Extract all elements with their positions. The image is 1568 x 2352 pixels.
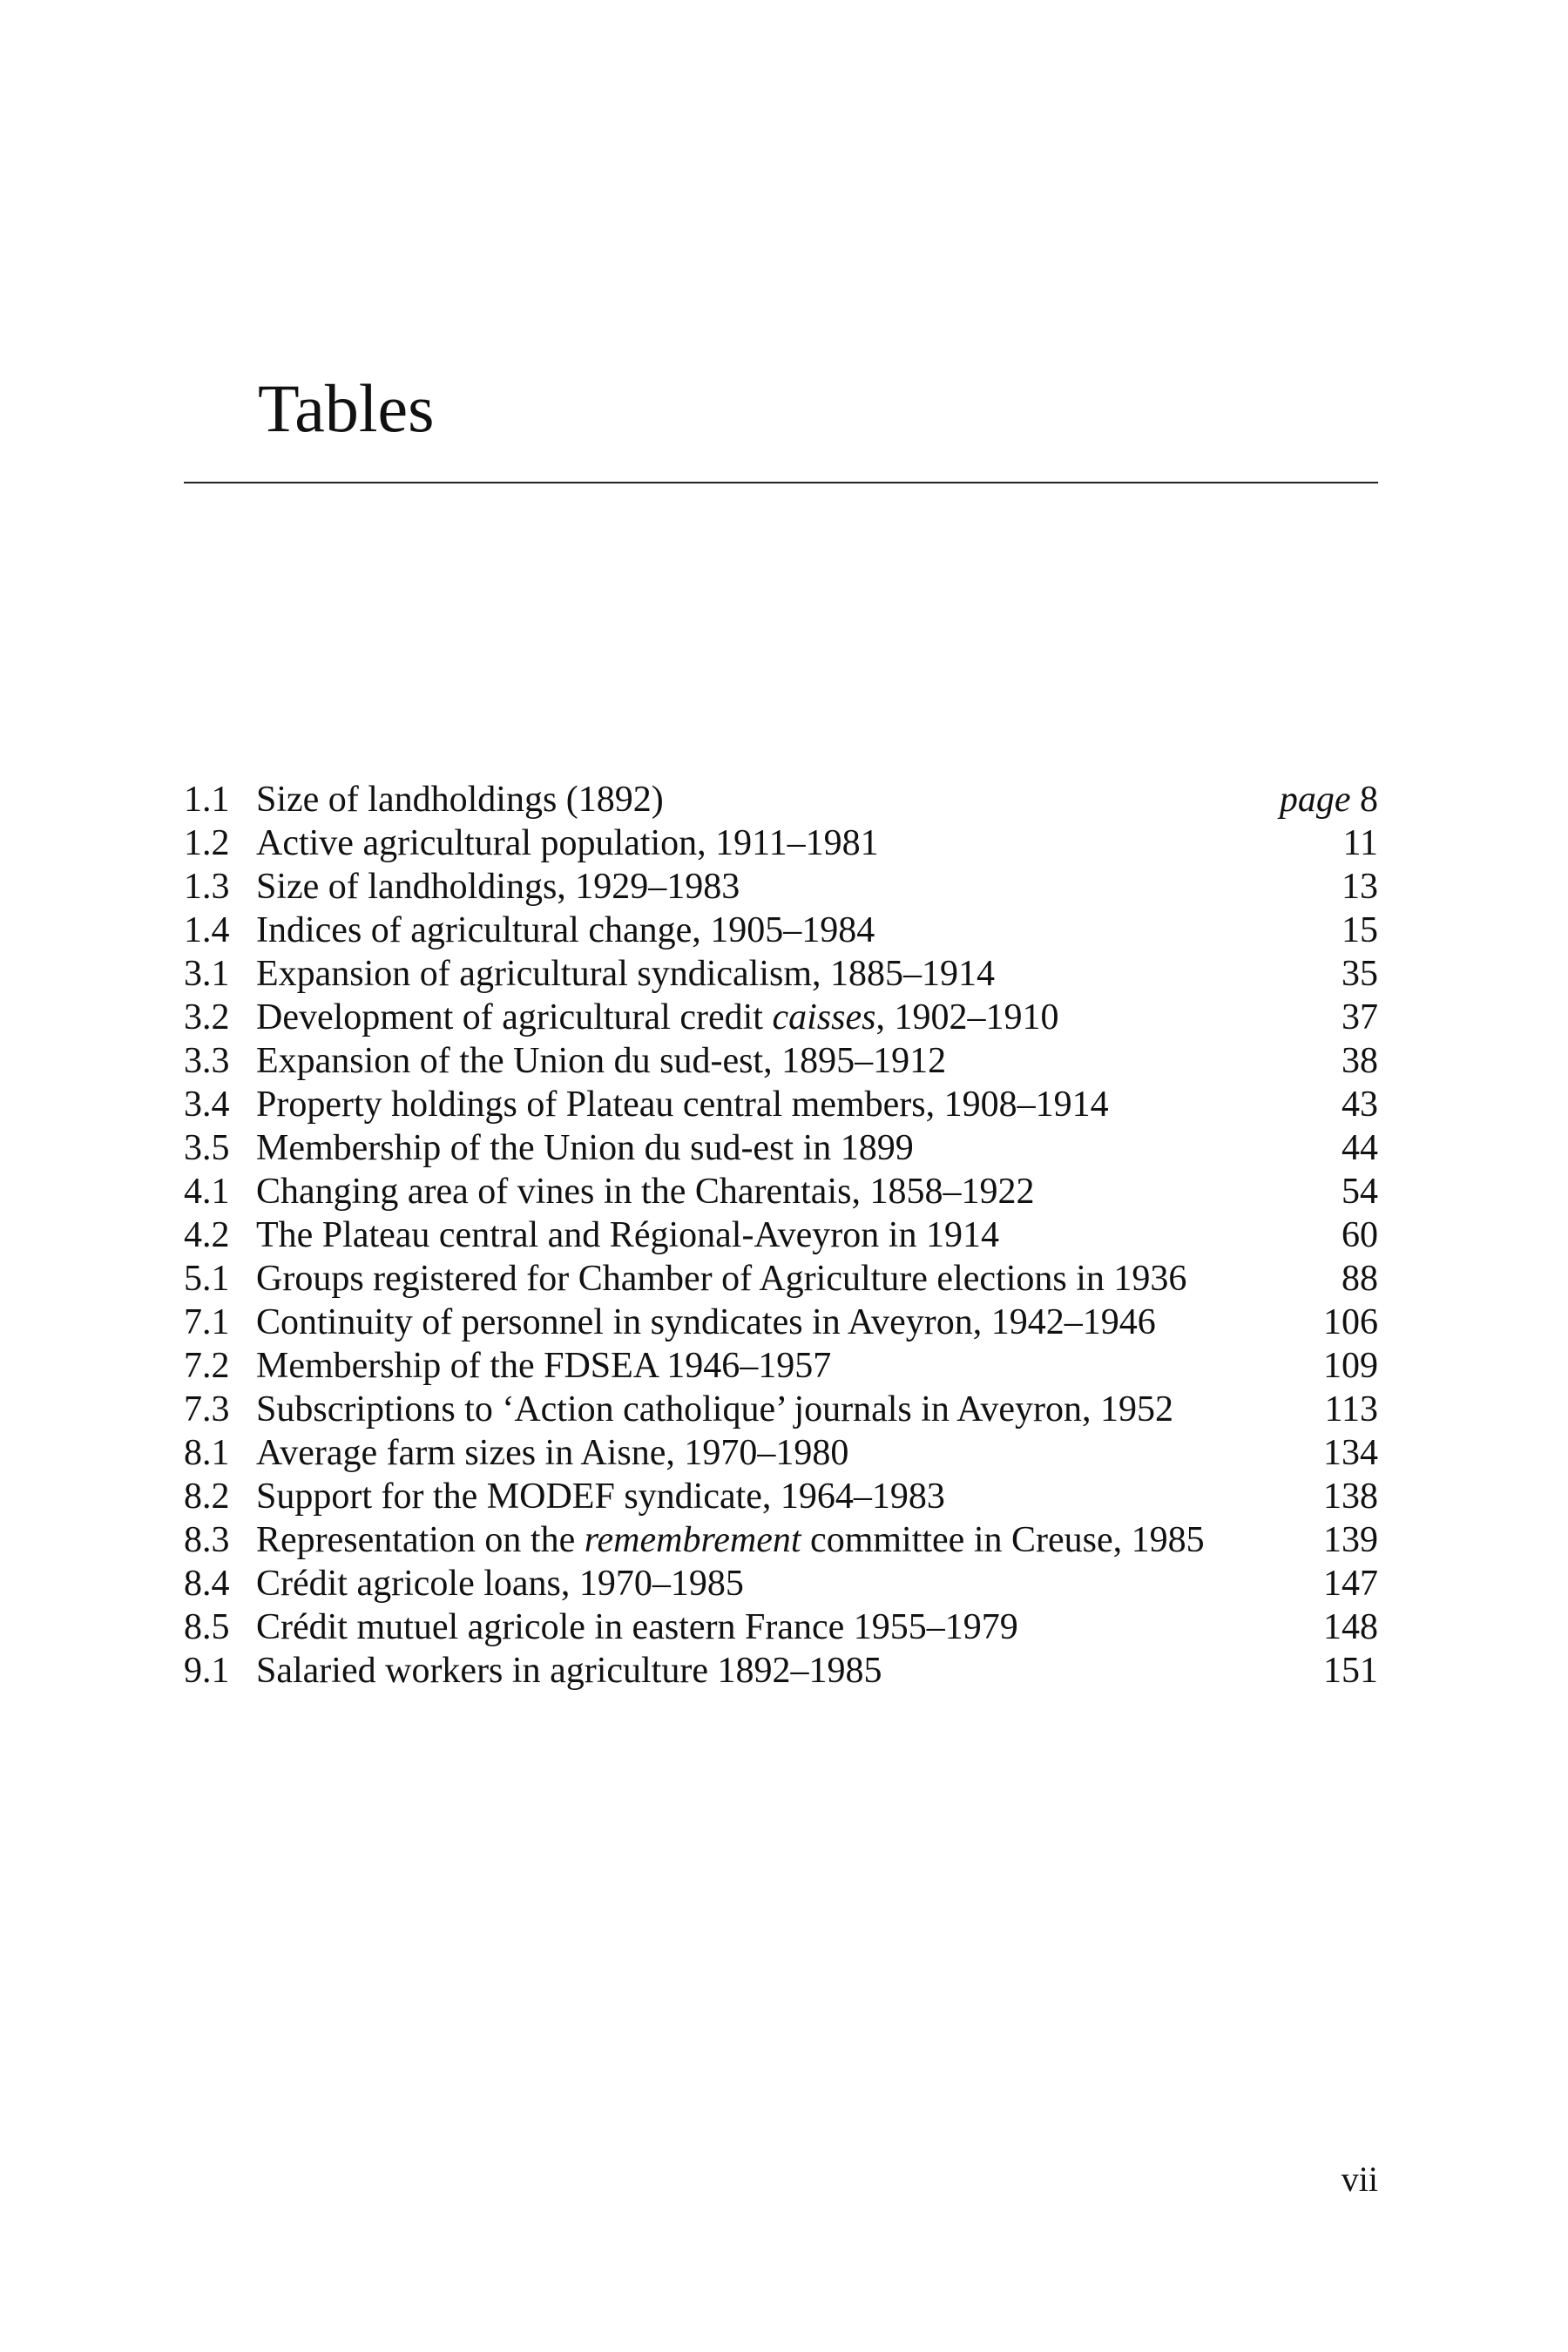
entry-page: 43 [1342, 1085, 1378, 1125]
entry-title: Size of landholdings, 1929–1983 [256, 867, 740, 907]
entry-number: 8.4 [184, 1564, 230, 1604]
entry-page: 134 [1323, 1433, 1378, 1473]
table-entry [184, 1083, 1378, 1126]
entry-page: 38 [1342, 1041, 1378, 1081]
entry-title: Development of agricultural credit caisses, 1902–1910 [256, 997, 1059, 1037]
entry-title: Representation on the remembrement committee in Creuse, 1985 [256, 1520, 1205, 1560]
entry-title: Crédit mutuel agricole in eastern France 1955–1979 [256, 1607, 1018, 1647]
entry-number: 3.3 [184, 1041, 230, 1081]
entry-title: Changing area of vines in the Charentais, 1858–1922 [256, 1172, 1035, 1212]
table-entry [184, 1562, 1378, 1605]
entry-page: 44 [1342, 1128, 1378, 1168]
table-entry [184, 1170, 1378, 1213]
entry-number: 1.1 [184, 780, 230, 820]
entry-number: 3.4 [184, 1085, 230, 1125]
table-entry [184, 1475, 1378, 1518]
entry-number: 3.1 [184, 954, 230, 994]
tables-list [184, 778, 1378, 1693]
entry-title: Crédit agricole loans, 1970–1985 [256, 1564, 744, 1604]
entry-title: Salaried workers in agriculture 1892–1985 [256, 1651, 882, 1691]
entry-page: 138 [1323, 1477, 1378, 1517]
table-entry [184, 778, 1378, 821]
table-entry [184, 1344, 1378, 1388]
entry-title: Expansion of the Union du sud-est, 1895–1912 [256, 1041, 947, 1081]
entry-page: 148 [1323, 1607, 1378, 1647]
entry-title: Groups registered for Chamber of Agriculture elections in 1936 [256, 1259, 1187, 1299]
entry-page: 35 [1342, 954, 1378, 994]
entry-title: Active agricultural population, 1911–1981 [256, 823, 879, 863]
entry-number: 1.3 [184, 867, 230, 907]
entry-number: 1.4 [184, 910, 230, 950]
table-entry [184, 821, 1378, 865]
entry-page: 11 [1342, 823, 1378, 863]
entry-page: 151 [1323, 1651, 1378, 1691]
table-entry [184, 909, 1378, 952]
entry-title: Indices of agricultural change, 1905–1984 [256, 910, 875, 950]
entry-page: 147 [1323, 1564, 1378, 1604]
entry-title-italic: caisses [772, 997, 876, 1037]
entry-title: Property holdings of Plateau central members, 1908–1914 [256, 1085, 1109, 1125]
table-entry [184, 1039, 1378, 1083]
entry-number: 9.1 [184, 1651, 230, 1691]
entry-page: 13 [1342, 867, 1378, 907]
entry-number: 5.1 [184, 1259, 230, 1299]
entry-number: 8.2 [184, 1477, 230, 1517]
table-entry [184, 1126, 1378, 1170]
table-entry [184, 1649, 1378, 1693]
table-entry [184, 1301, 1378, 1344]
entry-number: 8.5 [184, 1607, 230, 1647]
entry-title: Membership of the Union du sud-est in 1899 [256, 1128, 914, 1168]
entry-page: 139 [1323, 1520, 1378, 1560]
entry-title: Expansion of agricultural syndicalism, 1885–1914 [256, 954, 996, 994]
entry-number: 3.2 [184, 997, 230, 1037]
table-entry [184, 952, 1378, 996]
entry-number: 4.2 [184, 1215, 230, 1255]
page-number: vii [1341, 2159, 1378, 2199]
entry-number: 7.1 [184, 1302, 230, 1342]
entry-title: Size of landholdings (1892) [256, 780, 664, 820]
entry-page: 113 [1324, 1389, 1378, 1429]
entry-number: 7.3 [184, 1389, 230, 1429]
entry-title: The Plateau central and Régional-Aveyron in 1914 [256, 1215, 999, 1255]
entry-title: Membership of the FDSEA 1946–1957 [256, 1346, 832, 1386]
entry-title: Subscriptions to ‘Action catholique’ journals in Aveyron, 1952 [256, 1389, 1173, 1429]
table-entry [184, 1431, 1378, 1475]
table-entry [184, 996, 1378, 1039]
entry-page: 60 [1342, 1215, 1378, 1255]
entry-number: 3.5 [184, 1128, 230, 1168]
entry-title: Average farm sizes in Aisne, 1970–1980 [256, 1433, 849, 1473]
page-label: page [1279, 780, 1351, 820]
title-rule [184, 482, 1378, 483]
table-entry [184, 1257, 1378, 1301]
table-entry [184, 1518, 1378, 1562]
entry-page: page 8 [1279, 780, 1378, 820]
entry-title: Support for the MODEF syndicate, 1964–1983 [256, 1477, 945, 1517]
entry-page: 15 [1342, 910, 1378, 950]
entry-number: 1.2 [184, 823, 230, 863]
entry-number: 4.1 [184, 1172, 230, 1212]
entry-title: Continuity of personnel in syndicates in Aveyron, 1942–1946 [256, 1302, 1156, 1342]
table-entry [184, 1213, 1378, 1257]
entry-number: 7.2 [184, 1346, 230, 1386]
entry-title-italic: remembrement [584, 1520, 801, 1560]
table-entry [184, 1605, 1378, 1649]
entry-page: 109 [1323, 1346, 1378, 1386]
table-entry [184, 865, 1378, 909]
table-entry [184, 1388, 1378, 1431]
entry-page: 88 [1342, 1259, 1378, 1299]
entry-page: 37 [1342, 997, 1378, 1037]
entry-number: 8.3 [184, 1520, 230, 1560]
entry-number: 8.1 [184, 1433, 230, 1473]
page-title: Tables [258, 370, 435, 446]
entry-page: 106 [1323, 1302, 1378, 1342]
entry-page: 54 [1342, 1172, 1378, 1212]
